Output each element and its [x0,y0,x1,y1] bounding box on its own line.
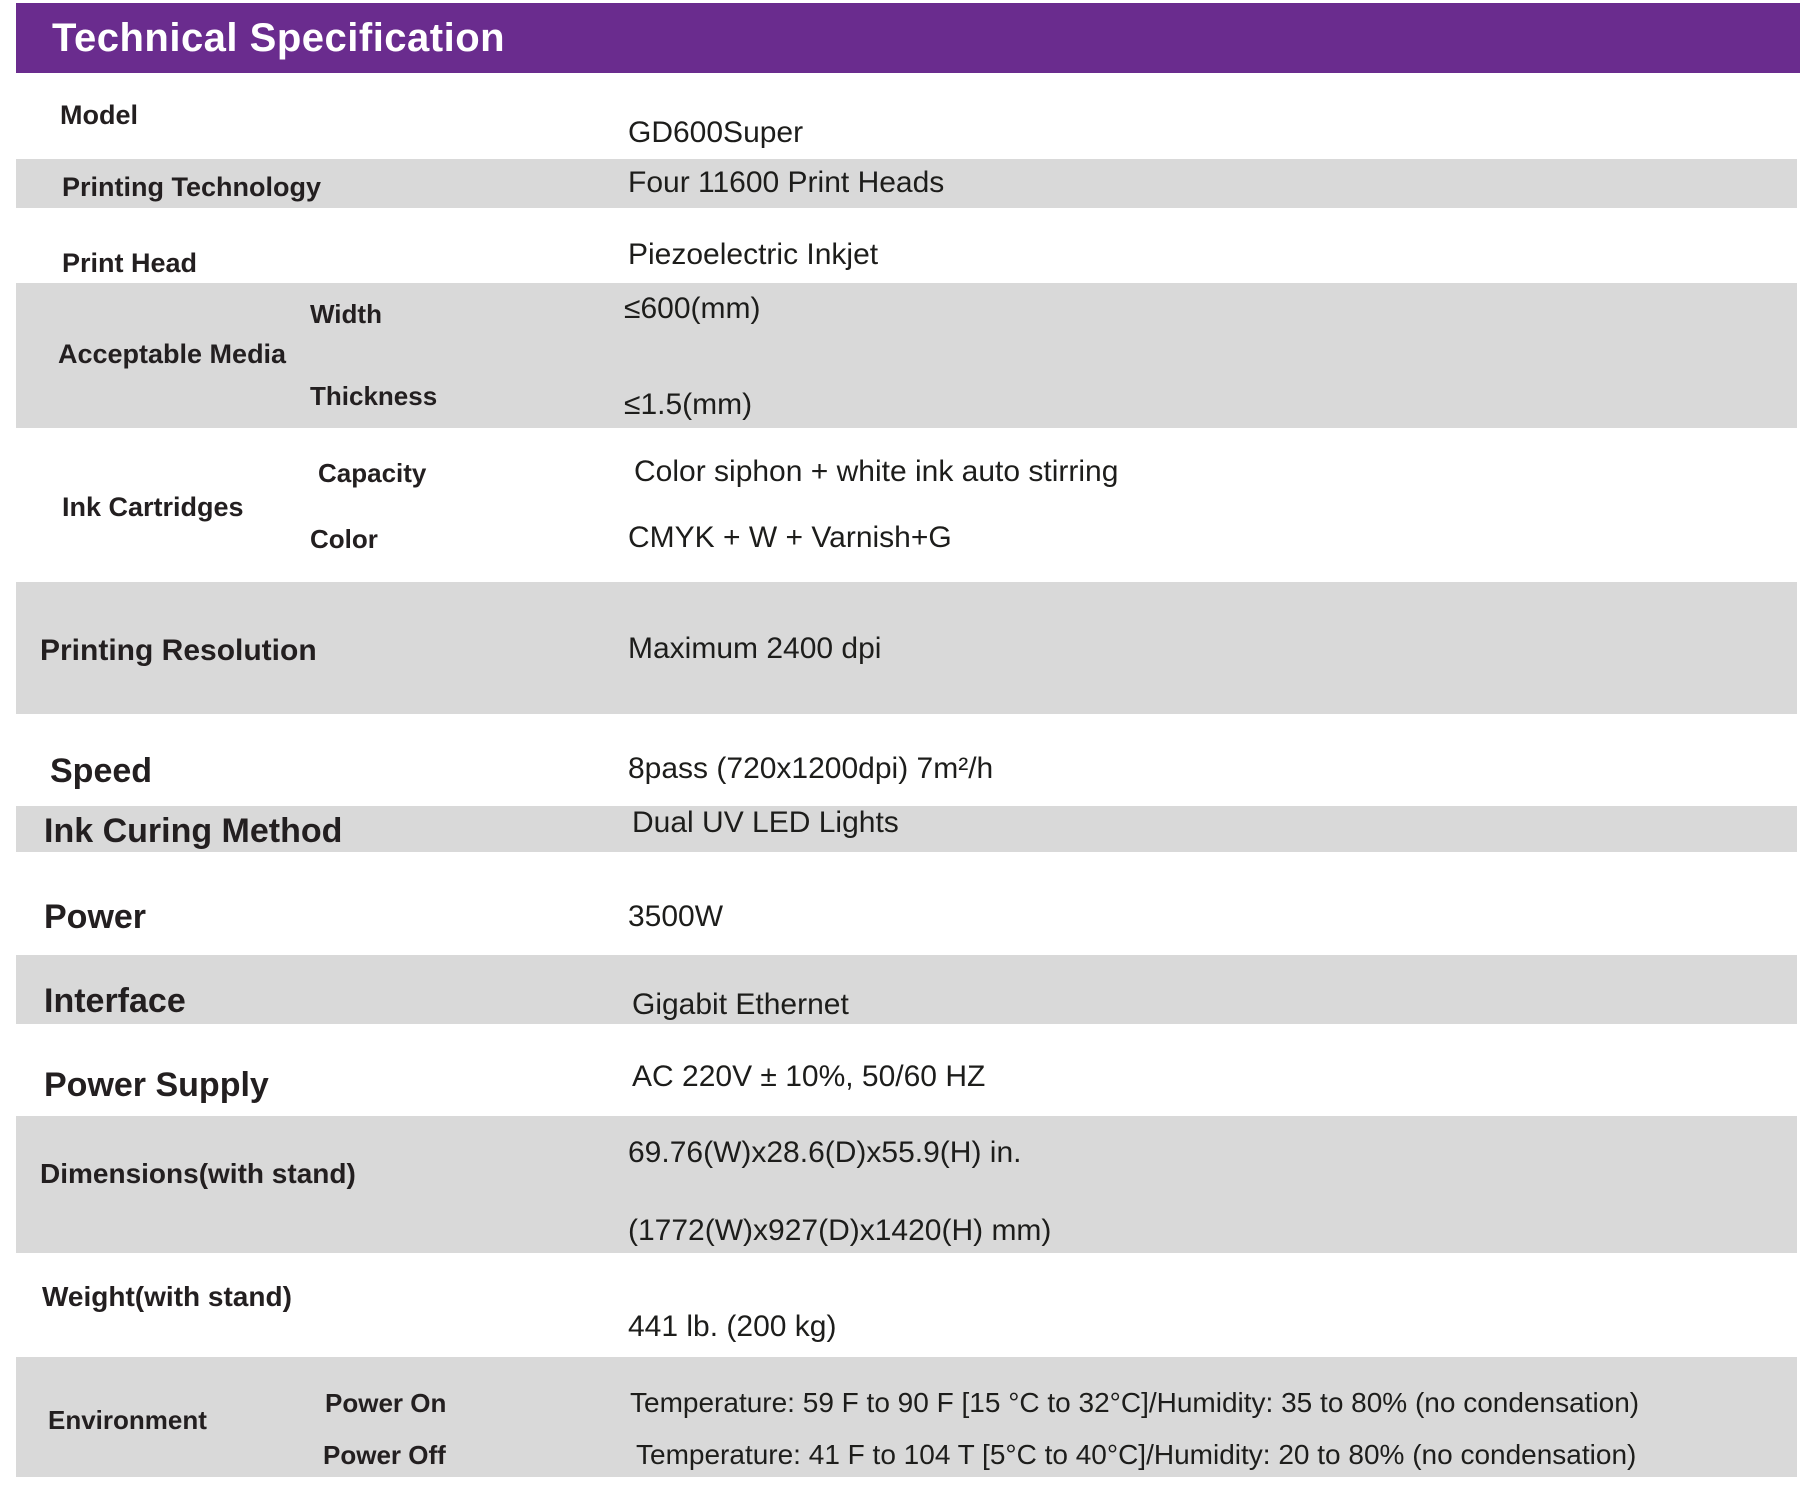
interface-value: Gigabit Ethernet [632,988,849,1021]
ink-cartridges-color-label: Color [310,524,378,554]
printing-technology-label: Printing Technology [62,172,321,202]
model-label: Model [60,100,138,130]
print-head-label: Print Head [62,248,198,278]
power-label: Power [44,898,147,936]
printing-resolution-label: Printing Resolution [40,634,317,667]
print-head-value: Piezoelectric Inkjet [628,238,879,271]
speed-label: Speed [50,752,153,790]
environment-label: Environment [48,1405,207,1435]
page-title: Technical Specification [52,16,506,60]
printing-technology-value: Four 11600 Print Heads [628,166,945,199]
interface-row-band [16,955,1797,1024]
speed-value: 8pass (720x1200dpi) 7m²/h [628,752,994,785]
weight-value: 441 lb. (200 kg) [628,1310,837,1343]
ink-curing-method-value: Dual UV LED Lights [632,806,899,839]
power-value: 3500W [628,900,724,933]
acceptable-media-label: Acceptable Media [58,339,287,369]
environment-power-on-value: Temperature: 59 F to 90 F [15 °C to 32°C]/Humidity: 35 to 80% (no condensation) [630,1387,1640,1418]
acceptable-media-width-value: ≤600(mm) [624,292,761,325]
printing-resolution-value: Maximum 2400 dpi [628,632,882,665]
ink-cartridges-capacity-value: Color siphon + white ink auto stirring [634,455,1119,488]
environment-power-off-value: Temperature: 41 F to 104 T [5°C to 40°C]/Humidity: 20 to 80% (no condensation) [636,1439,1637,1470]
ink-cartridges-capacity-label: Capacity [318,458,427,488]
ink-cartridges-label: Ink Cartridges [62,492,244,522]
dimensions-value-mm: (1772(W)x927(D)x1420(H) mm) [628,1214,1052,1247]
model-value: GD600Super [628,116,804,149]
acceptable-media-width-label: Width [310,299,382,329]
ink-cartridges-color-value: CMYK + W + Varnish+G [628,521,952,554]
dimensions-value-inches: 69.76(W)x28.6(D)x55.9(H) in. [628,1136,1022,1169]
weight-label: Weight(with stand) [42,1281,292,1312]
ink-curing-method-label: Ink Curing Method [44,812,343,850]
environment-power-on-label: Power On [325,1388,447,1418]
header-bar [16,3,1800,73]
power-supply-label: Power Supply [44,1066,269,1104]
power-supply-value: AC 220V ± 10%, 50/60 HZ [632,1060,986,1093]
acceptable-media-thickness-label: Thickness [310,381,438,411]
interface-label: Interface [44,982,186,1020]
acceptable-media-thickness-value: ≤1.5(mm) [624,388,753,421]
dimensions-label: Dimensions(with stand) [40,1158,356,1189]
environment-power-off-label: Power Off [323,1440,446,1470]
